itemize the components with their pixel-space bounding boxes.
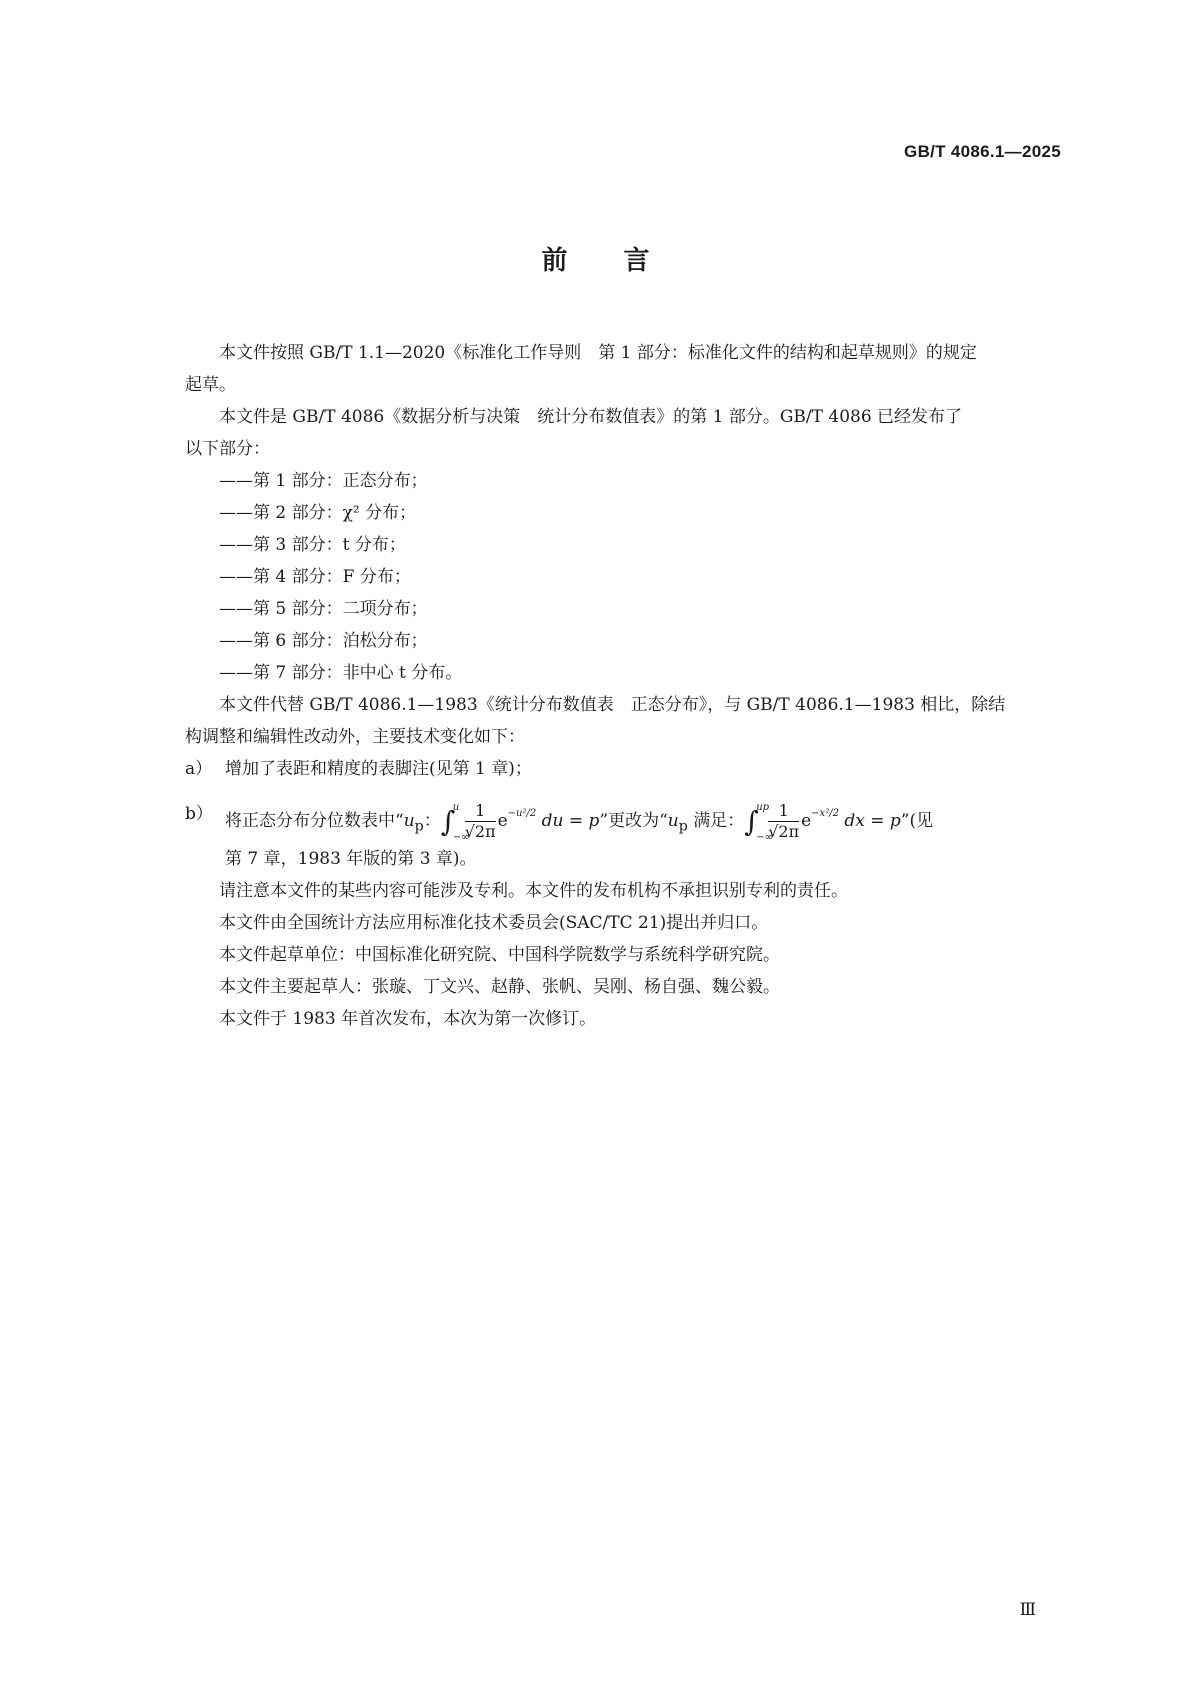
paragraph-3b: 构调整和编辑性改动外，主要技术变化如下：	[185, 727, 525, 747]
paragraph-6: 本文件起草单位：中国标准化研究院、中国科学院数学与系统科学研究院。	[219, 945, 780, 965]
formula-dx: dx = p	[844, 811, 901, 831]
formula-du: du = p	[541, 811, 600, 831]
formula-p-sub: p	[414, 818, 424, 835]
formula-colon: ：	[423, 811, 441, 831]
integral-lower-1: −∞	[452, 831, 470, 843]
integral-upper-1: u	[452, 801, 460, 813]
change-item-b: b） 将正态分布分位数表中“$u_p$：∫ u −∞ $\frac{1}{√2\pi}$ $e^{-u^2/2}$ du = p”更改为“$u_p$ 满足：∫ up −∞ $\frac{1}{√2\pi}$ $e^{-x^2/2}$ dx = p”(见	[185, 785, 1061, 843]
title-char-1: 前	[541, 246, 568, 276]
part-list-item: ——第 1 部分：正态分布；	[219, 471, 428, 491]
paragraph-2a: 本文件是 GB/T 4086《数据分析与决策 统计分布数值表》的第 1 部分。GB/T 4086 已经发布了	[219, 407, 963, 427]
formula-u: u	[403, 811, 415, 831]
paragraph-1b: 起草。	[185, 375, 236, 395]
part-list-item: ——第 5 部分：二项分布；	[219, 599, 428, 619]
item-b-mid: ”更改为“	[599, 811, 668, 831]
integral-upper-2: up	[756, 801, 770, 813]
paragraph-4: 请注意本文件的某些内容可能涉及专利。本文件的发布机构不承担识别专利的责任。	[219, 881, 848, 901]
part-list-item: ——第 2 部分：χ² 分布；	[219, 503, 417, 523]
part-list-item: ——第 3 部分：t 分布；	[219, 535, 406, 555]
paragraph-1a: 本文件按照 GB/T 1.1—2020《标准化工作导则 第 1 部分：标准化文件的结构和起草规则》的规定	[219, 343, 977, 363]
exponent-1: −u²/2	[507, 808, 537, 819]
paragraph-5: 本文件由全国统计方法应用标准化技术委员会(SAC/TC 21)提出并归口。	[219, 913, 769, 933]
title-char-2: 言	[623, 246, 650, 276]
fraction-den-1: √2π	[464, 822, 496, 841]
item-a-label: a）	[185, 759, 213, 779]
formula-u-2: u	[667, 811, 679, 831]
part-list-item: ——第 4 部分：F 分布；	[219, 567, 411, 587]
part-list-item: ——第 6 部分：泊松分布；	[219, 631, 428, 651]
integral-symbol-2: ∫ up −∞	[744, 801, 773, 843]
standard-code-header: GB/T 4086.1—2025	[904, 142, 1061, 161]
formula-p-sub-2: p	[678, 818, 688, 835]
change-item-a	[185, 753, 1061, 785]
fraction-den-2: √2π	[768, 822, 800, 841]
paragraph-3a: 本文件代替 GB/T 4086.1—1983《统计分布数值表 正态分布》，与 GB/T 4086.1—1983 相比，除结	[219, 695, 1006, 715]
paragraph-2b: 以下部分：	[185, 439, 270, 459]
integral-lower-2: −∞	[756, 831, 773, 843]
page-number: Ⅲ	[1019, 1600, 1036, 1620]
item-a-text: 增加了表距和精度的表脚注(见第 1 章)；	[225, 759, 532, 779]
item-b-pre: 将正态分布分位数表中“	[225, 811, 404, 831]
foreword-body	[185, 337, 1061, 1035]
page-title	[0, 240, 1191, 277]
item-b-post: ”(见	[900, 811, 934, 831]
formula-satisfy: 满足：	[693, 811, 745, 831]
fraction-num-2: 1	[768, 801, 799, 822]
fraction-num-1: 1	[465, 801, 496, 822]
exponent-2: −x²/2	[811, 808, 839, 819]
part-list-item: ——第 7 部分：非中心 t 分布。	[219, 663, 463, 683]
item-b-label: b）	[185, 804, 213, 824]
integral-symbol: ∫ u −∞	[440, 801, 470, 843]
paragraph-8: 本文件于 1983 年首次发布，本次为第一次修订。	[219, 1009, 597, 1029]
item-b-continuation: 第 7 章，1983 年版的第 3 章)。	[225, 849, 477, 869]
paragraph-7: 本文件主要起草人：张璇、丁文兴、赵静、张帆、吴刚、杨自强、魏公毅。	[219, 977, 780, 997]
